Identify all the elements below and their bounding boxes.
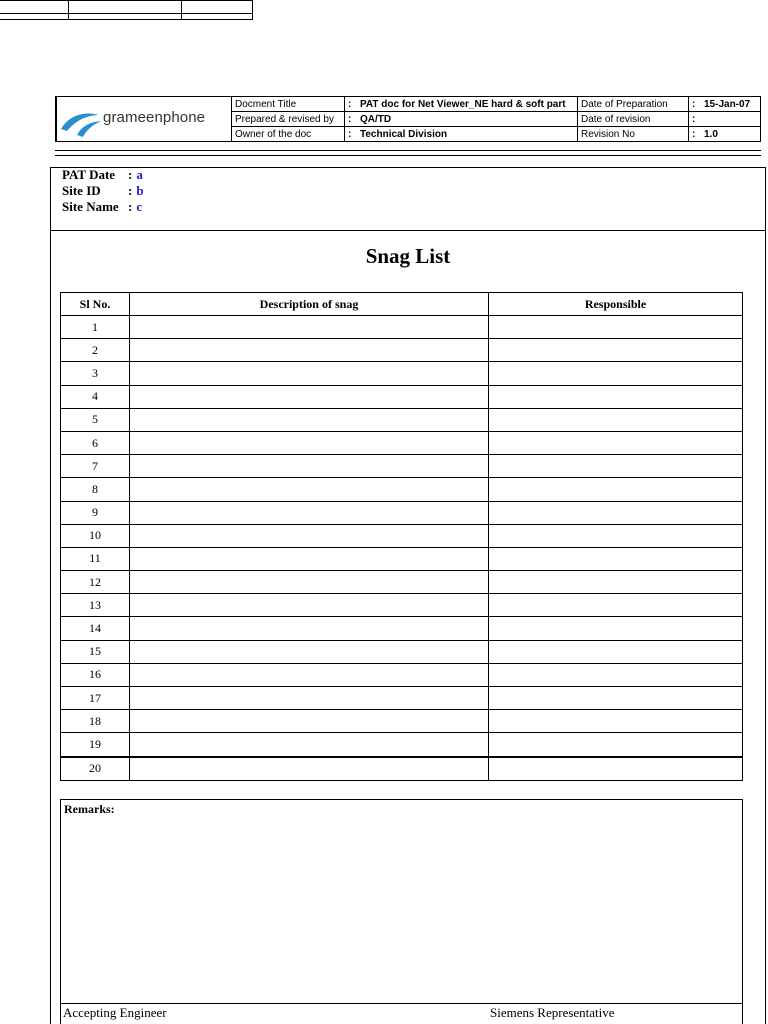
table-row bbox=[61, 385, 743, 408]
pat-date-row bbox=[62, 167, 144, 183]
description-cell[interactable] bbox=[130, 687, 489, 710]
site-info-divider bbox=[50, 230, 766, 231]
remarks-box bbox=[60, 799, 743, 1024]
revision-no-label: Revision No bbox=[578, 127, 689, 142]
responsible-cell[interactable] bbox=[489, 571, 743, 594]
responsible-cell[interactable] bbox=[489, 663, 743, 686]
sl-no-cell: 2 bbox=[61, 339, 130, 362]
table-row bbox=[61, 617, 743, 640]
signature-divider bbox=[60, 1003, 743, 1004]
sl-no-cell: 15 bbox=[61, 640, 130, 663]
description-cell[interactable] bbox=[130, 408, 489, 431]
responsible-cell[interactable] bbox=[489, 385, 743, 408]
table-row bbox=[61, 571, 743, 594]
pat-date-value: a bbox=[136, 167, 143, 182]
snag-table bbox=[60, 292, 743, 781]
site-info bbox=[62, 167, 144, 215]
remarks-label: Remarks: bbox=[64, 802, 115, 816]
site-name-colon: : bbox=[128, 199, 133, 214]
description-cell[interactable] bbox=[130, 547, 489, 570]
col-header-sl-no: Sl No. bbox=[61, 293, 130, 316]
sl-no-cell: 19 bbox=[61, 733, 130, 757]
pat-date-colon: : bbox=[128, 167, 133, 182]
description-cell[interactable] bbox=[130, 571, 489, 594]
sl-no-cell: 6 bbox=[61, 431, 130, 454]
prepared-by-value: : QA/TD bbox=[345, 112, 578, 127]
sl-no-cell: 14 bbox=[61, 617, 130, 640]
grameenphone-logo-icon bbox=[59, 107, 105, 137]
table-row bbox=[61, 478, 743, 501]
responsible-cell[interactable] bbox=[489, 733, 743, 757]
site-id-label: Site ID bbox=[62, 183, 101, 198]
responsible-cell[interactable] bbox=[489, 710, 743, 733]
revision-no-value: : 1.0 bbox=[689, 127, 761, 142]
responsible-cell[interactable] bbox=[489, 478, 743, 501]
table-row bbox=[61, 757, 743, 781]
sl-no-cell: 1 bbox=[61, 316, 130, 339]
sl-no-cell: 3 bbox=[61, 362, 130, 385]
doc-title-label: Docment Title bbox=[232, 97, 345, 112]
description-cell[interactable] bbox=[130, 733, 489, 757]
sl-no-cell: 20 bbox=[61, 757, 130, 781]
description-cell[interactable] bbox=[130, 431, 489, 454]
description-cell[interactable] bbox=[130, 339, 489, 362]
table-row bbox=[61, 710, 743, 733]
description-cell[interactable] bbox=[130, 524, 489, 547]
table-row bbox=[61, 501, 743, 524]
col-header-responsible: Responsible bbox=[489, 293, 743, 316]
date-of-revision-value: : bbox=[689, 112, 761, 127]
description-cell[interactable] bbox=[130, 316, 489, 339]
table-row bbox=[61, 431, 743, 454]
prepared-by-label: Prepared & revised by bbox=[232, 112, 345, 127]
description-cell[interactable] bbox=[130, 501, 489, 524]
sl-no-cell: 10 bbox=[61, 524, 130, 547]
sl-no-cell: 8 bbox=[61, 478, 130, 501]
responsible-cell[interactable] bbox=[489, 339, 743, 362]
sl-no-cell: 9 bbox=[61, 501, 130, 524]
sl-no-cell: 5 bbox=[61, 408, 130, 431]
table-row bbox=[61, 362, 743, 385]
site-name-value: c bbox=[136, 199, 143, 214]
responsible-cell[interactable] bbox=[489, 547, 743, 570]
site-name-row bbox=[62, 199, 144, 215]
sl-no-cell: 17 bbox=[61, 687, 130, 710]
responsible-cell[interactable] bbox=[489, 640, 743, 663]
responsible-cell[interactable] bbox=[489, 594, 743, 617]
responsible-cell[interactable] bbox=[489, 316, 743, 339]
owner-value: : Technical Division bbox=[345, 127, 578, 142]
sl-no-cell: 4 bbox=[61, 385, 130, 408]
site-id-value: b bbox=[136, 183, 144, 198]
table-row bbox=[61, 640, 743, 663]
date-of-revision-label: Date of revision bbox=[578, 112, 689, 127]
col-header-description: Description of snag bbox=[130, 293, 489, 316]
description-cell[interactable] bbox=[130, 385, 489, 408]
description-cell[interactable] bbox=[130, 663, 489, 686]
responsible-cell[interactable] bbox=[489, 408, 743, 431]
responsible-cell[interactable] bbox=[489, 617, 743, 640]
snag-table-header bbox=[61, 293, 743, 316]
table-row bbox=[61, 594, 743, 617]
responsible-cell[interactable] bbox=[489, 757, 743, 781]
description-cell[interactable] bbox=[130, 594, 489, 617]
site-id-colon: : bbox=[128, 183, 133, 198]
table-row bbox=[61, 408, 743, 431]
responsible-cell[interactable] bbox=[489, 524, 743, 547]
sl-no-cell: 7 bbox=[61, 455, 130, 478]
header-divider-top bbox=[55, 150, 761, 151]
responsible-cell[interactable] bbox=[489, 362, 743, 385]
header-fragment-top bbox=[0, 0, 253, 20]
document-header bbox=[55, 96, 761, 142]
table-row bbox=[61, 524, 743, 547]
table-row bbox=[61, 339, 743, 362]
sl-no-cell: 18 bbox=[61, 710, 130, 733]
table-row bbox=[61, 547, 743, 570]
site-id-row bbox=[62, 183, 144, 199]
description-cell[interactable] bbox=[130, 640, 489, 663]
table-row bbox=[61, 663, 743, 686]
table-row bbox=[61, 455, 743, 478]
sl-no-cell: 12 bbox=[61, 571, 130, 594]
logo-text: grameenphone bbox=[103, 109, 206, 126]
description-cell[interactable] bbox=[130, 757, 489, 781]
sl-no-cell: 11 bbox=[61, 547, 130, 570]
description-cell[interactable] bbox=[130, 478, 489, 501]
description-cell[interactable] bbox=[130, 455, 489, 478]
table-row bbox=[61, 316, 743, 339]
responsible-cell[interactable] bbox=[489, 455, 743, 478]
sl-no-cell: 16 bbox=[61, 663, 130, 686]
siemens-representative-label: Siemens Representative bbox=[490, 1005, 615, 1020]
sl-no-cell: 13 bbox=[61, 594, 130, 617]
site-name-label: Site Name bbox=[62, 199, 119, 214]
description-cell[interactable] bbox=[130, 362, 489, 385]
pat-date-label: PAT Date bbox=[62, 167, 116, 182]
date-of-preparation-label: Date of Preparation bbox=[578, 97, 689, 112]
responsible-cell[interactable] bbox=[489, 687, 743, 710]
responsible-cell[interactable] bbox=[489, 501, 743, 524]
header-divider-bottom bbox=[55, 155, 761, 156]
accepting-engineer-label: Accepting Engineer bbox=[63, 1005, 167, 1020]
owner-label: Owner of the doc bbox=[232, 127, 345, 142]
snag-list-title: Snag List bbox=[365, 244, 451, 268]
date-of-preparation-value: : 15-Jan-07 bbox=[689, 97, 761, 112]
table-row bbox=[61, 687, 743, 710]
description-cell[interactable] bbox=[130, 617, 489, 640]
table-row bbox=[61, 733, 743, 757]
company-logo bbox=[56, 97, 232, 142]
doc-title-value: : PAT doc for Net Viewer_NE hard & soft part bbox=[345, 97, 578, 112]
description-cell[interactable] bbox=[130, 710, 489, 733]
responsible-cell[interactable] bbox=[489, 431, 743, 454]
